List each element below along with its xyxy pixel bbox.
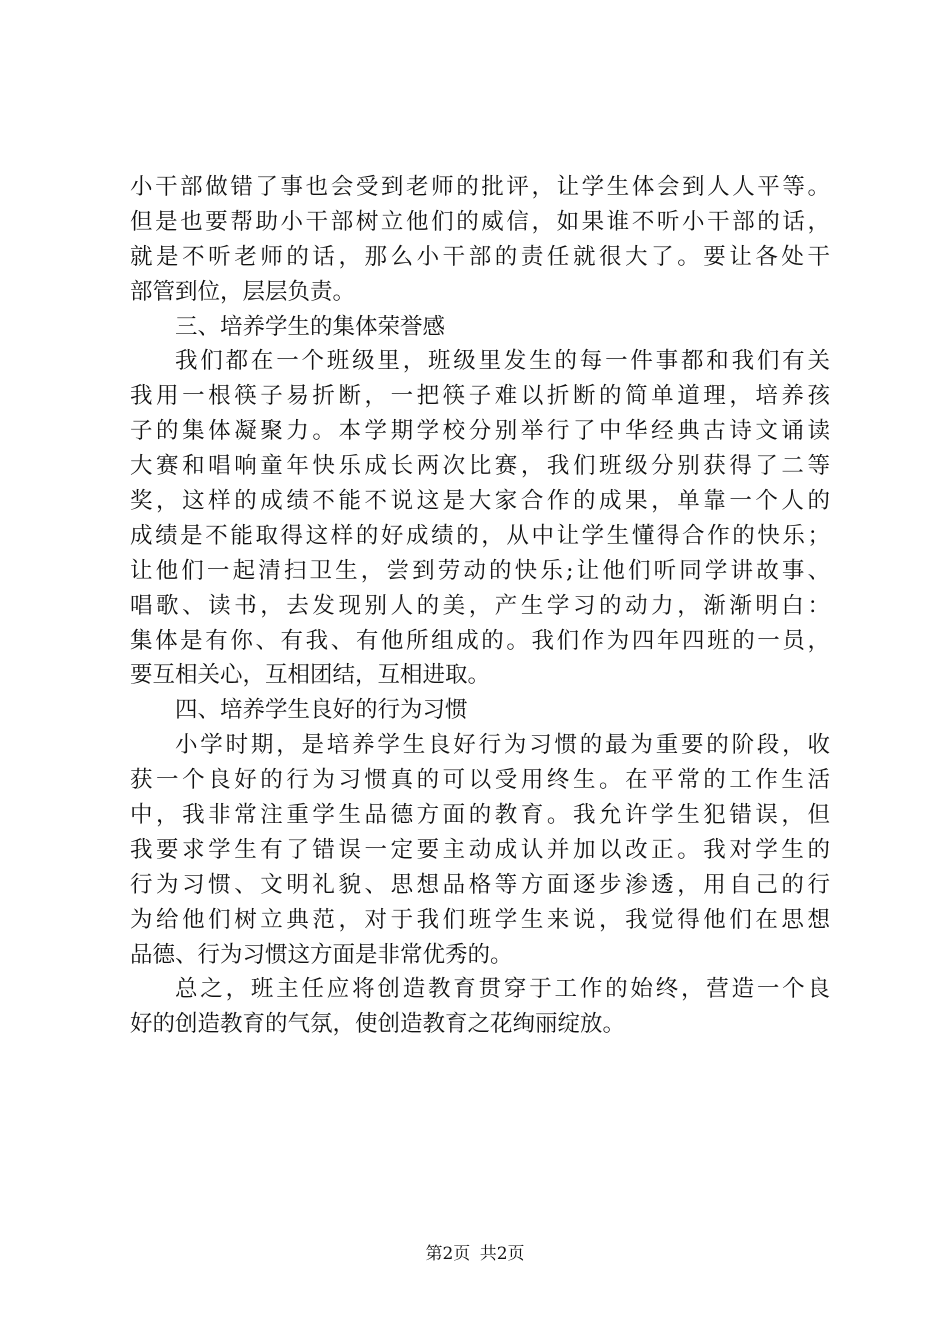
text-line: 大赛和唱响童年快乐成长两次比赛，我们班级分别获得了二等 (130, 453, 830, 480)
text-line: 行为习惯、文明礼貌、思想品格等方面逐步渗透，用自己的行 (130, 871, 830, 898)
text-line: 总之，班主任应将创造教育贯穿于工作的始终，营造一个良 (175, 976, 830, 1003)
page-number: 第2页 (425, 1244, 471, 1264)
text-line: 中，我非常注重学生品德方面的教育。我允许学生犯错误，但 (130, 802, 830, 829)
text-line: 要互相关心，互相团结，互相进取。 (130, 662, 491, 689)
text-line: 就是不听老师的话，那么小干部的责任就很大了。要让各处干 (130, 243, 830, 270)
text-line: 子的集体凝聚力。本学期学校分别举行了中华经典古诗文诵读 (130, 418, 830, 445)
text-line: 成绩是不能取得这样的好成绩的，从中让学生懂得合作的快乐； (130, 522, 830, 549)
text-line: 奖，这样的成绩不能不说这是大家合作的成果，单靠一个人的 (130, 488, 830, 515)
text-line: 小干部做错了事也会受到老师的批评，让学生体会到人人平等。 (130, 174, 830, 200)
text-line: 我要求学生有了错误一定要主动成认并加以改正。我对学生的 (130, 836, 830, 863)
text-line: 好的创造教育的气氛，使创造教育之花绚丽绽放。 (130, 1011, 626, 1038)
document-body (130, 170, 830, 1042)
text-line: 我用一根筷子易折断，一把筷子难以折断的简单道理，培养孩 (130, 383, 830, 410)
text-line: 品德、行为习惯这方面是非常优秀的。 (130, 941, 513, 968)
text-line: 唱歌、读书，去发现别人的美，产生学习的动力，渐渐明白： (130, 592, 830, 619)
text-line: 为给他们树立典范，对于我们班学生来说，我觉得他们在思想 (130, 906, 830, 933)
section-heading-4: 四、培养学生良好的行为习惯 (175, 697, 468, 724)
page-total: 共2页 (479, 1244, 525, 1264)
text-line: 让他们一起清扫卫生，尝到劳动的快乐;让他们听同学讲故事、 (130, 557, 830, 584)
text-line: 集体是有你、有我、有他所组成的。我们作为四年四班的一员， (130, 627, 830, 654)
section-heading-3: 三、培养学生的集体荣誉感 (175, 313, 446, 340)
text-line: 部管到位，层层负责。 (130, 278, 356, 305)
text-line: 获一个良好的行为习惯真的可以受用终生。在平常的工作生活 (130, 767, 830, 794)
page-footer (0, 1242, 950, 1266)
text-line: 我们都在一个班级里，班级里发生的每一件事都和我们有关 (175, 348, 830, 375)
text-line: 但是也要帮助小干部树立他们的威信，如果谁不听小干部的话， (130, 208, 830, 235)
text-line: 小学时期，是培养学生良好行为习惯的最为重要的阶段，收 (175, 732, 830, 759)
